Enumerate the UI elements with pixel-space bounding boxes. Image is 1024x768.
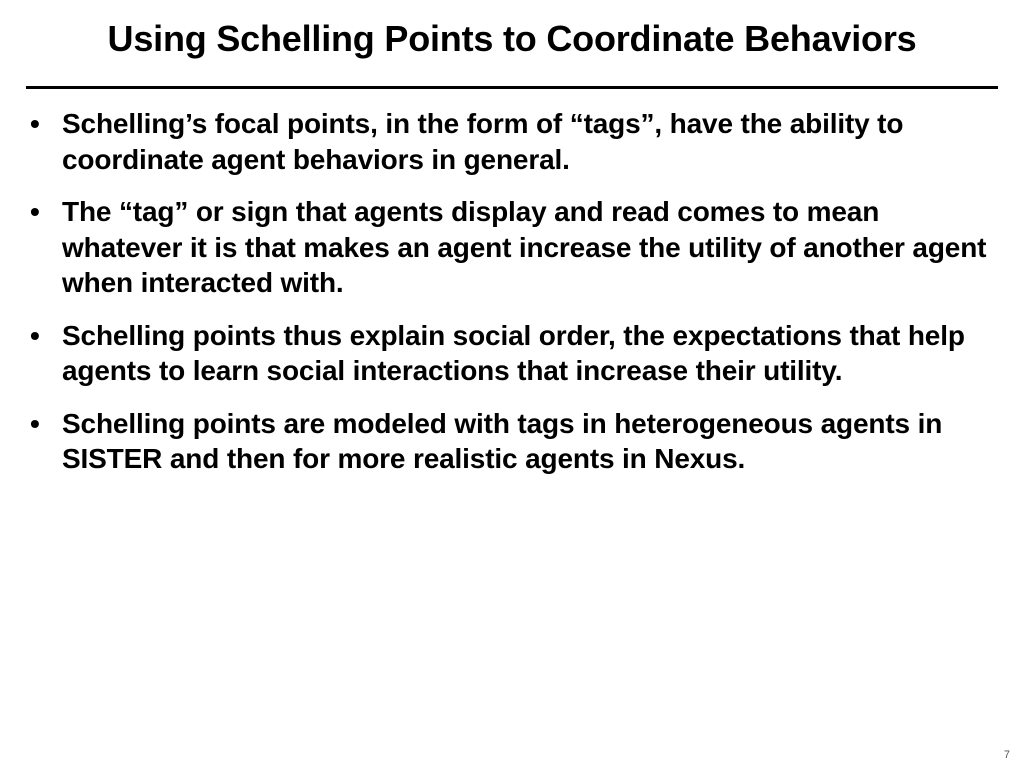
bullet-icon: • bbox=[30, 108, 40, 139]
page-number: 7 bbox=[1003, 749, 1010, 761]
bullet-item bbox=[28, 106, 1003, 177]
title-divider bbox=[26, 86, 998, 89]
slide-title: Using Schelling Points to Coordinate Behaviors bbox=[107, 18, 917, 59]
bullet-item bbox=[28, 406, 1003, 477]
bullet-text: The “tag” or sign that agents display and read comes to mean whatever it is that makes an agent increase the utility of another agent when interacted with. bbox=[62, 196, 987, 298]
bullet-text: Schelling points thus explain social order, the expectations that help agents to learn social interactions that increase their utility. bbox=[62, 319, 965, 386]
bullet-item bbox=[28, 194, 1003, 301]
bullet-text: Schelling points are modeled with tags in heterogeneous agents in SISTER and then for more realistic agents in Nexus. bbox=[62, 407, 943, 474]
bullet-list bbox=[28, 106, 1003, 494]
bullet-icon: • bbox=[30, 196, 40, 227]
bullet-text: Schelling’s focal points, in the form of “tags”, have the ability to coordinate agent behaviors in general. bbox=[62, 108, 904, 175]
bullet-icon: • bbox=[30, 407, 40, 439]
bullet-icon: • bbox=[30, 319, 40, 351]
bullet-item bbox=[28, 318, 1003, 389]
